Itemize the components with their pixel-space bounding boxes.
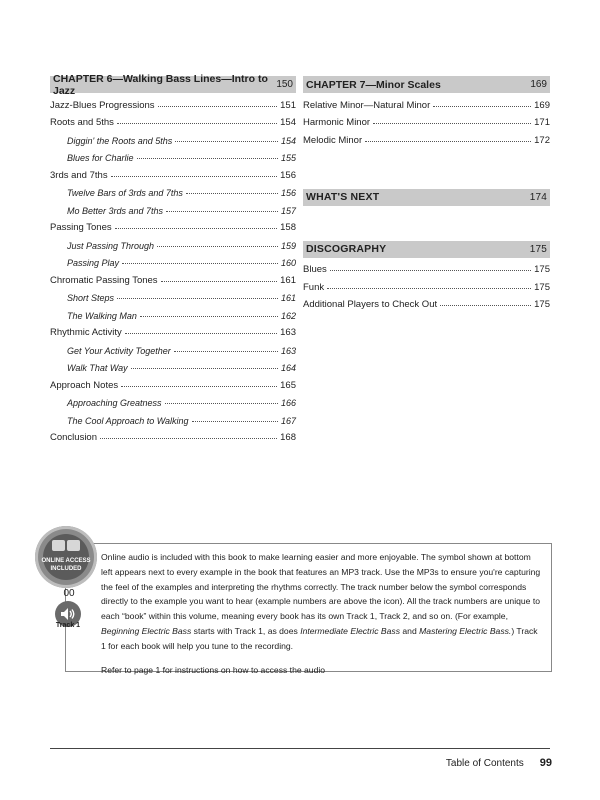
toc-subentry[interactable]	[50, 128, 296, 146]
toc-subentry[interactable]	[50, 233, 296, 251]
toc-entry[interactable]	[50, 268, 296, 286]
toc-entry-title: The Cool Approach to Walking	[67, 415, 189, 426]
toc-subentry[interactable]	[50, 391, 296, 409]
toc-entry-page: 161	[280, 293, 296, 303]
chapter-6-page: 150	[276, 79, 293, 90]
online-access-badge-icon	[35, 526, 97, 588]
audio-text-run: starts with Track 1, as does	[191, 625, 301, 636]
toc-entry-page: 154	[280, 117, 296, 128]
book-title: Mastering Electric Bass.	[419, 625, 512, 636]
footer-divider	[50, 748, 550, 749]
toc-entry-title: Blues	[303, 264, 327, 275]
toc-entry-page: 164	[280, 363, 296, 373]
toc-entry-page: 158	[280, 222, 296, 233]
toc-entry-title: Passing Play	[67, 258, 120, 268]
toc-entry[interactable]	[303, 111, 550, 129]
leader-dots	[140, 316, 278, 317]
toc-entry-page: 151	[280, 99, 296, 111]
chapter-7-page: 169	[530, 79, 547, 90]
online-audio-info-box	[65, 543, 552, 675]
toc-entry-page: 157	[280, 205, 296, 216]
toc-entry-page: 172	[534, 134, 550, 146]
badge-inner	[43, 534, 89, 580]
toc-entry-title: Twelve Bars of 3rds and 7ths	[67, 188, 183, 198]
toc-entry[interactable]	[50, 321, 296, 339]
audio-info-text	[101, 550, 543, 677]
toc-subentry[interactable]	[50, 146, 296, 164]
toc-subentry[interactable]	[50, 251, 296, 269]
leader-dots	[365, 141, 531, 142]
toc-subentry[interactable]	[50, 181, 296, 199]
toc-entry[interactable]	[303, 293, 550, 311]
toc-entry-title: Mo Better 3rds and 7ths	[67, 205, 164, 216]
leader-dots	[440, 305, 531, 306]
toc-entry-title: Short Steps	[67, 293, 115, 303]
toc-entry-title: Rhythmic Activity	[50, 327, 122, 338]
toc-entry[interactable]	[303, 258, 550, 276]
toc-entry-page: 163	[280, 327, 296, 338]
spacer	[303, 206, 550, 224]
toc-subentry[interactable]	[50, 338, 296, 356]
leader-dots	[100, 438, 277, 439]
toc-entry[interactable]	[50, 216, 296, 234]
toc-entry-title: Jazz-Blues Progressions	[50, 99, 155, 111]
toc-subentry[interactable]	[50, 286, 296, 304]
toc-entry-page: 156	[280, 188, 296, 198]
toc-entry-page: 166	[280, 398, 296, 408]
badge-label-online-access: ONLINE ACCESS	[41, 558, 91, 564]
audio-text-run: and	[400, 625, 420, 636]
toc-entry-title: Blues for Charlie	[67, 153, 134, 163]
discography-heading[interactable]	[303, 241, 550, 258]
toc-entry-page: 165	[280, 379, 296, 391]
toc-entry-page: 156	[280, 169, 296, 181]
toc-entry-page: 161	[280, 274, 296, 286]
spacer	[303, 181, 550, 189]
badge-label-included: INCLUDED	[50, 566, 82, 572]
chapter-7-heading[interactable]	[303, 76, 550, 93]
audio-text-run: ) Track 1 for each book will help you tune to the recording.	[101, 625, 538, 651]
leader-dots	[137, 158, 278, 159]
leader-dots	[131, 368, 278, 369]
page-footer	[446, 757, 552, 769]
toc-entry-page: 175	[534, 281, 550, 293]
audio-info-paragraph	[101, 550, 543, 654]
audio-device-icon	[52, 540, 65, 551]
spacer	[303, 223, 550, 241]
leader-dots	[117, 298, 278, 299]
book-title: Intermediate Electric Bass	[300, 625, 401, 636]
toc-entry-title: Walk That Way	[67, 363, 128, 373]
toc-entry-page: 169	[534, 99, 550, 111]
leader-dots	[161, 281, 278, 282]
leader-dots	[330, 270, 531, 271]
toc-entry-title: Additional Players to Check Out	[303, 299, 438, 310]
toc-entry-page: 175	[534, 299, 550, 310]
leader-dots	[117, 123, 277, 124]
leader-dots	[165, 403, 278, 404]
leader-dots	[373, 123, 531, 124]
whats-next-heading[interactable]	[303, 189, 550, 206]
audio-access-note: Refer to page 1 for instructions on how to access the audio	[101, 664, 326, 675]
toc-entry-title: Harmonic Minor	[303, 117, 371, 128]
toc-entry-title: Approach Notes	[50, 379, 119, 391]
chapter-7-title: CHAPTER 7—Minor Scales	[306, 78, 441, 91]
toc-entry-page: 167	[280, 415, 296, 426]
leader-dots	[122, 263, 278, 264]
toc-entry-page: 155	[280, 153, 296, 163]
toc-entry[interactable]	[303, 275, 550, 293]
book-title: Beginning Electric Bass	[101, 625, 192, 636]
leader-dots	[158, 106, 278, 107]
toc-subentry[interactable]	[50, 356, 296, 374]
track-example-number: 00	[63, 588, 75, 599]
page-number: 99	[539, 757, 552, 769]
chapter-6-title: CHAPTER 6—Walking Bass Lines—Intro to Jazz	[53, 72, 268, 97]
spacer	[303, 163, 550, 181]
toc-entry-page: 162	[280, 310, 296, 321]
discography-title: DISCOGRAPHY	[306, 243, 387, 255]
leader-dots	[121, 386, 277, 387]
leader-dots	[327, 288, 531, 289]
leader-dots	[175, 141, 278, 142]
toc-entry-title: Get Your Activity Together	[67, 345, 171, 356]
whats-next-title: WHAT'S NEXT	[306, 191, 380, 203]
toc-entry-page: 175	[534, 264, 550, 275]
toc-subentry[interactable]	[50, 198, 296, 216]
leader-dots	[433, 106, 531, 107]
leader-dots	[166, 211, 278, 212]
leader-dots	[157, 246, 278, 247]
leader-dots	[115, 228, 278, 229]
toc-left-column	[50, 72, 296, 443]
toc-entry[interactable]	[303, 93, 550, 111]
leader-dots	[186, 193, 278, 194]
toc-entry-page: 159	[280, 240, 296, 251]
toc-entry-title: Funk	[303, 281, 325, 293]
toc-right-column	[303, 76, 550, 310]
toc-entry[interactable]	[50, 373, 296, 391]
leader-dots	[192, 421, 278, 422]
toc-entry[interactable]	[50, 426, 296, 444]
toc-entry-title: Roots and 5ths	[50, 117, 114, 128]
toc-entry-title: Passing Tones	[50, 222, 112, 233]
spacer	[303, 146, 550, 164]
whats-next-page: 174	[529, 191, 547, 203]
discography-page: 175	[529, 243, 547, 255]
leader-dots	[125, 333, 277, 334]
track-label: Track 1	[55, 622, 81, 629]
toc-subentry[interactable]	[50, 408, 296, 426]
toc-entry-title: Just Passing Through	[67, 240, 155, 251]
leader-dots	[111, 176, 278, 177]
chapter-6-heading[interactable]	[50, 72, 296, 97]
toc-entry-page: 163	[280, 345, 296, 356]
toc-entry[interactable]	[303, 128, 550, 146]
speaker-glyph	[59, 605, 77, 623]
toc-entry-title: 3rds and 7ths	[50, 169, 108, 181]
toc-entry-page: 154	[280, 135, 296, 146]
toc-entry-page: 168	[280, 432, 296, 443]
footer-section-label: Table of Contents	[445, 758, 524, 769]
toc-subentry[interactable]	[50, 303, 296, 321]
toc-entry-title: Relative Minor—Natural Minor	[303, 99, 431, 111]
toc-entry-title: Chromatic Passing Tones	[50, 274, 158, 286]
toc-entry[interactable]	[50, 163, 296, 181]
toc-entry-title: Approaching Greatness	[67, 398, 162, 408]
toc-entry-title: Conclusion	[50, 432, 97, 443]
toc-entry[interactable]	[50, 111, 296, 129]
toc-entry-title: The Walking Man	[67, 310, 137, 321]
toc-entry-page: 171	[534, 117, 550, 128]
toc-entry-title: Diggin' the Roots and 5ths	[67, 135, 173, 146]
audio-text-run: Online audio is included with this book to make learning easier and more enjoyable. The symbol shown at bottom left appears next to every example in the book that features an MP3 track. Use the MP3s to ensure you're capturing the feel of the examples and interpreting the rhythms correctly. The track number below the symbol corresponds directly to the example you want to hear (example numbers are above the icon). All the track numbers are unique to each “book” within this volume, meaning every book has its own Track 1, Track 2, and so on. (For example,	[101, 552, 541, 622]
video-device-icon	[67, 540, 80, 551]
toc-entry-title: Melodic Minor	[303, 134, 363, 146]
toc-entry-page: 160	[280, 258, 296, 268]
leader-dots	[174, 351, 278, 352]
